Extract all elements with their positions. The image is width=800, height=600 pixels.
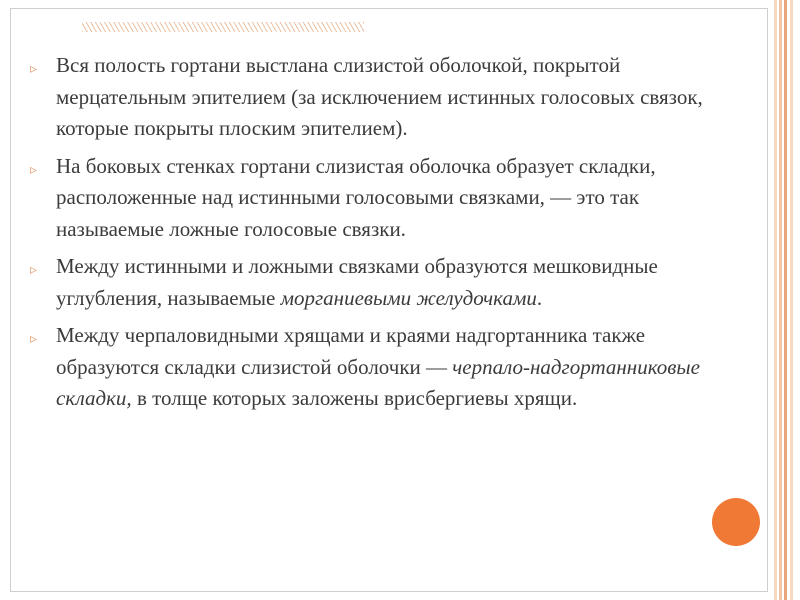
bullet-term-italic: черпало-надгортанниковые складки,	[56, 354, 700, 410]
bullet-item-3	[30, 251, 740, 314]
bullet-triangle-icon: ▹	[30, 61, 38, 77]
right-stripe-outer	[790, 0, 793, 600]
right-stripe-mid	[779, 0, 782, 600]
decorative-hatch-line	[82, 22, 364, 32]
right-stripe-dark	[784, 0, 787, 600]
bullet-item-1	[30, 50, 740, 145]
bullet-text: Вся полость гортани выстлана слизистой оболочкой, покрытой мерцательным эпителием (за исключением истинных голосовых связок, которые покрыты плоским эпителием).	[56, 53, 703, 140]
bullet-item-2	[30, 151, 740, 246]
bullet-text-end: в толще которых заложены врисбергиевы хрящи.	[131, 386, 578, 410]
bullet-text-end: .	[536, 285, 543, 310]
bullet-triangle-icon: ▹	[30, 161, 38, 178]
bullet-triangle-icon: ▹	[30, 262, 38, 278]
bullet-item-4	[30, 320, 740, 415]
bullet-text: На боковых стенках гортани слизистая оболочка образует складки, расположенные над истинными голосовыми связками, — это так называемые ложные голосовые связки.	[56, 153, 656, 241]
bullet-text: Между черпаловидными хрящами и краями надгортанника также образуются складки слизистой оболочки —	[56, 323, 646, 379]
orange-circle-decoration	[712, 498, 760, 546]
right-stripe-light	[774, 0, 777, 600]
bullet-triangle-icon: ▹	[30, 331, 38, 347]
bullet-text: Между истинными и ложными связками образуются мешковидные углубления, называемые	[56, 254, 658, 310]
bullet-list	[30, 50, 740, 421]
bullet-term-italic: морганиевыми желудочками	[280, 285, 537, 310]
